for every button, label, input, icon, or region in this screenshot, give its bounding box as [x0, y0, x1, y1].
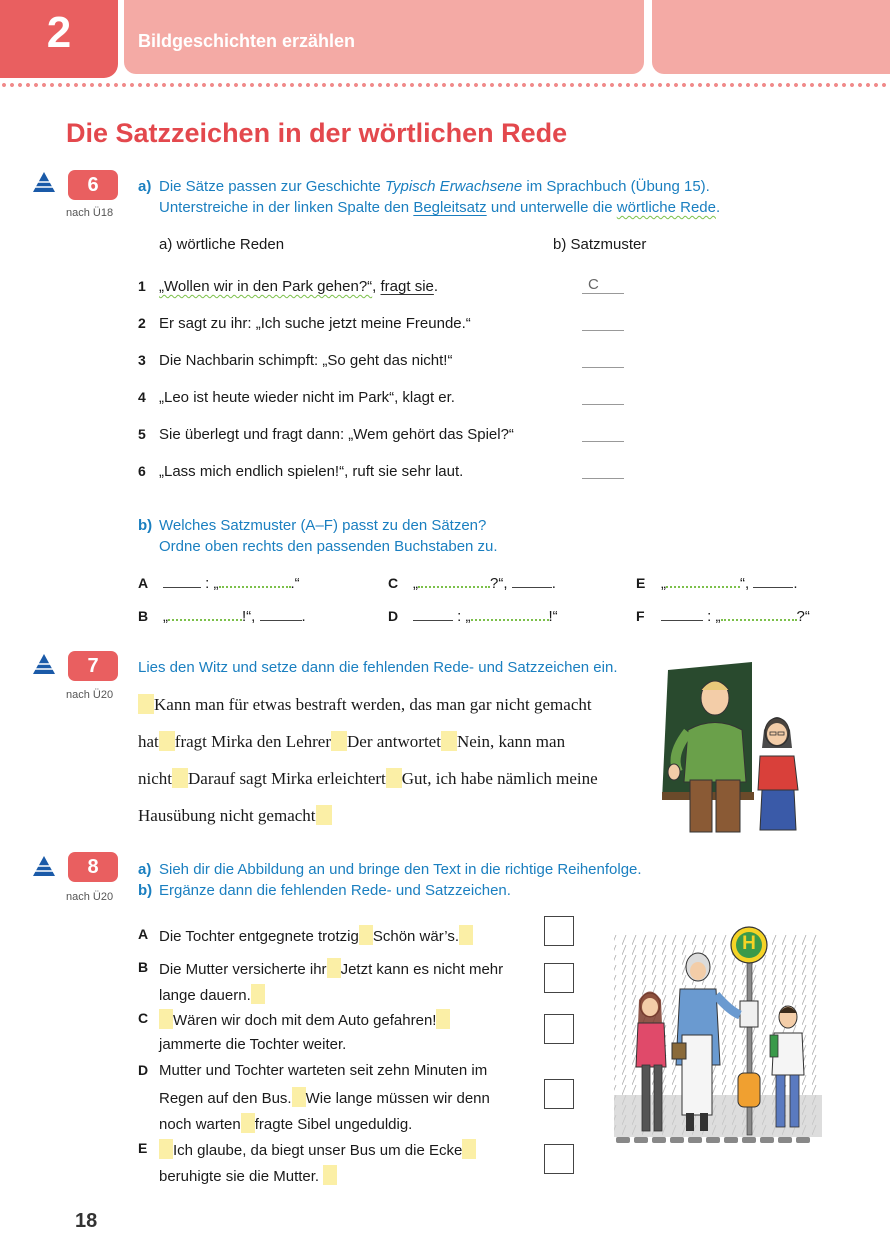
bus-stop-illustration [612, 915, 824, 1150]
punctuation-gap[interactable] [359, 925, 373, 945]
exercise-6-badge: 6 [68, 170, 118, 200]
punctuation-gap[interactable] [316, 805, 332, 825]
order-box-E[interactable] [544, 1144, 574, 1174]
column-heading-speech: a) wörtliche Reden [159, 236, 285, 253]
sentence-5: Sie überlegt und fragt dann: „Wem gehört das Spiel?“ [159, 426, 514, 443]
order-box-A[interactable] [544, 916, 574, 946]
punctuation-gap[interactable] [241, 1113, 255, 1133]
sentence-number: 3 [138, 352, 146, 368]
pattern-label-A: A [138, 575, 149, 591]
story-item-E-line-2: beruhigte sie die Mutter. [159, 1165, 337, 1187]
story-item-label-B: B [138, 959, 149, 975]
joke-line-4: Hausübung nicht gemacht [138, 805, 332, 826]
punctuation-gap[interactable] [138, 694, 154, 714]
bus-stop-sign-letter: H [742, 933, 756, 954]
exercise-6a-instruction-1: Die Sätze passen zur Geschichte Typisch Erwachsene im Sprachbuch (Übung 15). [159, 178, 710, 195]
difficulty-triangle-icon [32, 653, 56, 675]
story-item-A: Die Tochter entgegnete trotzig Schön wär’s. [159, 925, 473, 947]
punctuation-gap[interactable] [292, 1087, 306, 1107]
column-heading-pattern: b) Satzmuster [553, 236, 647, 253]
story-item-D-line-1: Mutter und Tochter warteten seit zehn Minuten im [159, 1062, 488, 1079]
page-title: Die Satzzeichen in der wörtlichen Rede [66, 118, 568, 148]
pattern-label-B: B [138, 608, 149, 624]
exercise-6b-instruction-1: Welches Satzmuster (A–F) passt zu den Sätzen? [159, 517, 487, 534]
joke-line-2: hat fragt Mirka den Lehrer Der antwortet Nein, kann man [138, 732, 566, 751]
punctuation-gap[interactable] [159, 731, 175, 751]
pattern-C: „ ?“, . [413, 575, 556, 592]
pattern-label-D: D [388, 608, 399, 624]
story-item-label-A: A [138, 926, 149, 942]
pattern-answer-line[interactable] [582, 404, 624, 405]
sentence-4: „Leo ist heute wieder nicht im Park“, klagt er. [159, 389, 455, 406]
exercise-6-ref: nach Ü18 [66, 207, 114, 219]
punctuation-gap[interactable] [331, 731, 347, 751]
teacher-and-student-illustration [660, 660, 810, 835]
pattern-E: „ “, . [661, 575, 798, 592]
joke-line-3: nicht Darauf sagt Mirka erleichtert Gut, ich habe nämlich meine [138, 769, 598, 788]
sentence-6: „Lass mich endlich spielen!“, ruft sie sehr laut. [159, 463, 464, 480]
punctuation-gap[interactable] [436, 1009, 450, 1029]
pattern-A: : „ .“ [163, 574, 300, 594]
sentence-number: 4 [138, 389, 146, 405]
sentence-2: Er sagt zu ihr: „Ich suche jetzt meine Freunde.“ [159, 315, 471, 332]
sentence-number: 1 [138, 278, 146, 294]
chapter-title: Bildgeschichten erzählen [138, 31, 356, 51]
story-item-label-E: E [138, 1140, 148, 1156]
exercise-6b-label: b) [138, 517, 153, 534]
pattern-answer-line[interactable] [582, 367, 624, 368]
exercise-8-ref: nach Ü20 [66, 891, 114, 903]
punctuation-gap[interactable] [327, 958, 341, 978]
sentence-1: „Wollen wir in den Park gehen?“, fragt sie. [159, 278, 439, 295]
pattern-F: : „ ?“ [661, 607, 810, 627]
pattern-answer-1[interactable]: C [588, 276, 599, 293]
exercise-6a-instruction-2: Unterstreiche in der linken Spalte den Begleitsatz und unterwelle die wörtliche Rede. [159, 199, 721, 216]
page-number: 18 [75, 1210, 98, 1232]
punctuation-gap[interactable] [462, 1139, 476, 1159]
story-item-label-D: D [138, 1062, 149, 1078]
punctuation-gap[interactable] [459, 925, 473, 945]
punctuation-gap[interactable] [172, 768, 188, 788]
punctuation-gap[interactable] [159, 1009, 173, 1029]
order-box-D[interactable] [544, 1079, 574, 1109]
pattern-answer-line[interactable] [582, 330, 624, 331]
difficulty-triangle-icon [32, 855, 56, 877]
punctuation-gap[interactable] [323, 1165, 337, 1185]
story-item-B-line-1: Die Mutter versicherte ihr Jetzt kann es nicht mehr [159, 958, 503, 980]
exercise-7-ref: nach Ü20 [66, 689, 114, 701]
header-bar-right [652, 0, 890, 74]
punctuation-gap[interactable] [251, 984, 265, 1004]
story-item-B-line-2: lange dauern. [159, 984, 265, 1006]
exercise-8-badge: 8 [68, 852, 118, 882]
punctuation-gap[interactable] [441, 731, 457, 751]
header-dotted-divider [0, 82, 890, 88]
sentence-3: Die Nachbarin schimpft: „So geht das nicht!“ [159, 352, 453, 369]
punctuation-gap[interactable] [159, 1139, 173, 1159]
exercise-6b-instruction-2: Ordne oben rechts den passenden Buchstaben zu. [159, 538, 498, 555]
order-box-B[interactable] [544, 963, 574, 993]
sentence-number: 5 [138, 426, 146, 442]
difficulty-triangle-icon [32, 171, 56, 193]
pattern-D: : „ !“ [413, 607, 558, 627]
story-item-D-line-3: noch warten fragte Sibel ungeduldig. [159, 1113, 412, 1135]
pattern-label-F: F [636, 608, 645, 624]
sentence-number: 2 [138, 315, 146, 331]
exercise-8b-label: b) [138, 882, 153, 899]
exercise-8b-instruction: Ergänze dann die fehlenden Rede- und Satzzeichen. [159, 882, 511, 899]
story-item-label-C: C [138, 1010, 149, 1026]
joke-line-1: Kann man für etwas bestraft werden, das man gar nicht gemacht [138, 694, 592, 715]
order-box-C[interactable] [544, 1014, 574, 1044]
pattern-label-C: C [388, 575, 399, 591]
punctuation-gap[interactable] [386, 768, 402, 788]
pattern-answer-line[interactable] [582, 441, 624, 442]
story-item-E-line-1: Ich glaube, da biegt unser Bus um die Ecke [159, 1139, 476, 1161]
exercise-8a-label: a) [138, 861, 152, 878]
story-item-C-line-2: jammerte die Tochter weiter. [159, 1036, 347, 1053]
chapter-number: 2 [46, 8, 72, 57]
exercise-7-instruction: Lies den Witz und setze dann die fehlenden Rede- und Satzzeichen ein. [138, 659, 618, 676]
pattern-B: „ !“, . [163, 608, 306, 625]
exercise-6a-label: a) [138, 178, 152, 195]
story-item-D-line-2: Regen auf den Bus. Wie lange müssen wir denn [159, 1087, 490, 1109]
exercise-7-badge: 7 [68, 651, 118, 681]
pattern-label-E: E [636, 575, 646, 591]
exercise-8a-instruction: Sieh dir die Abbildung an und bringe den Text in die richtige Reihenfolge. [159, 861, 642, 878]
pattern-answer-line[interactable] [582, 478, 624, 479]
pattern-answer-line [582, 293, 624, 294]
story-item-C-line-1: Wären wir doch mit dem Auto gefahren! [159, 1009, 450, 1031]
sentence-number: 6 [138, 463, 146, 479]
